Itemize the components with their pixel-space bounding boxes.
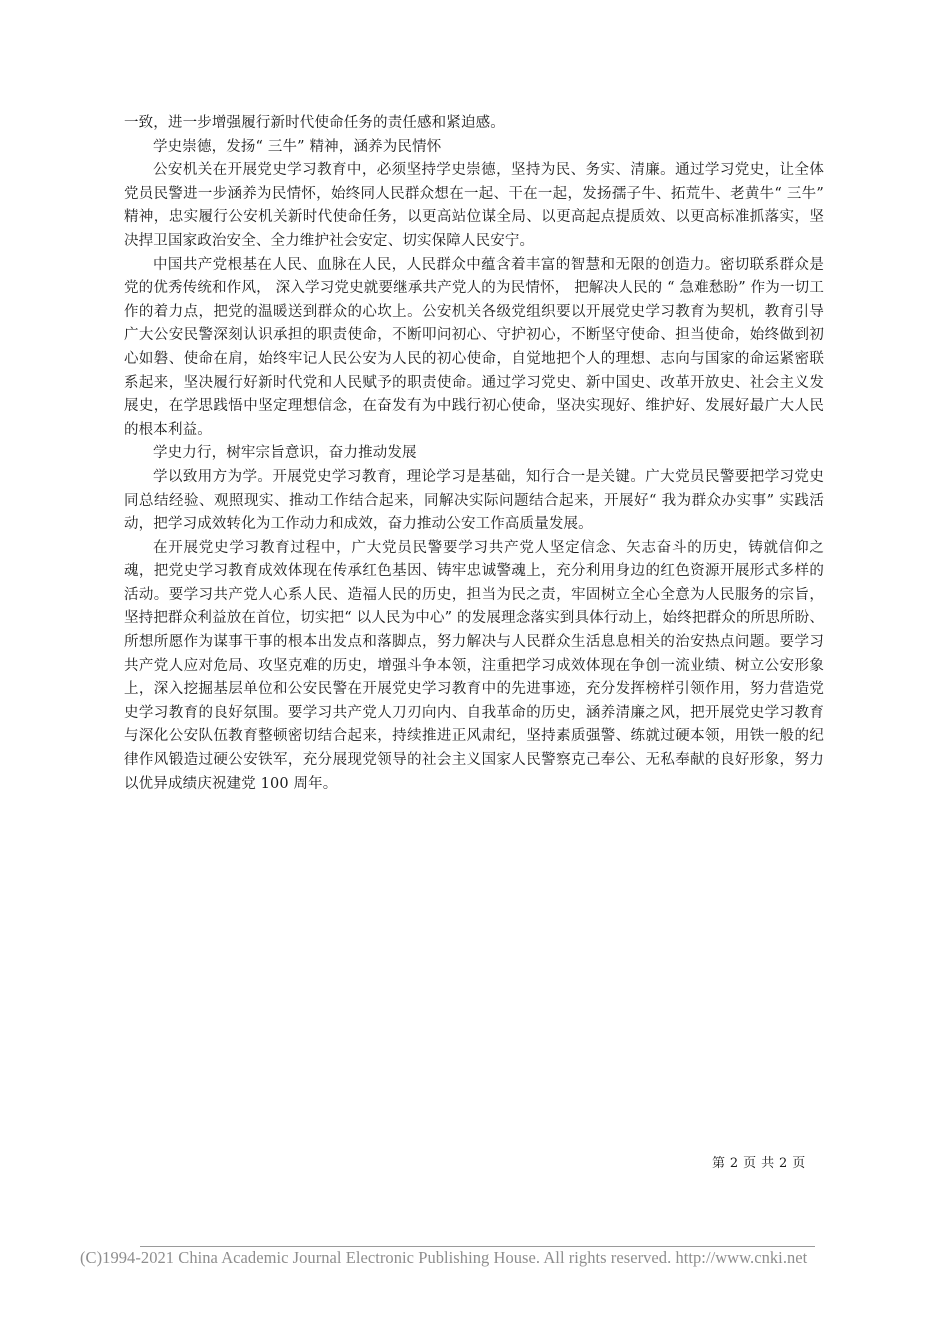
paragraph: 在开展党史学习教育过程中，广大党员民警要学习共产党人坚定信念、矢志奋斗的历史，铸就信仰之魂，把党史学习教育成效体现在传承红色基因、铸牢忠诚警魂上，充分利用身边的红色资源开展形式多样的活动。要学习共产党人心系人民、造福人民的历史，担当为民之责，牢固树立全心全意为人民服务的宗旨，坚持把群众利益放在首位，切实把“ 以人民为中心” 的发展理念落实到具体行动上，始终把群众的所思所盼、所想所愿作为谋事干事的根本出发点和落脚点，努力解决与人民群众生活息息相关的治安热点问题。要学习共产党人应对危局、攻坚克难的历史，增强斗争本领，注重把学习成效体现在争创一流业绩、树立公安形象上，深入挖掘基层单位和公安民警在开展党史学习教育中的先进事迹，充分发挥榜样引领作用，努力营造党史学习教育的良好氛围。要学习共产党人刀刃向内、自我革命的历史，涵养清廉之风，把开展党史学习教育与深化公安队伍教育整顿密切结合起来，持续推进正风肃纪，坚持素质强警、练就过硬本领，用铁一般的纪律作风锻造过硬公安铁军，充分展现党领导的社会主义国家人民警察克己奉公、无私奉献的良好形象，努力以优异成绩庆祝建党 100 周年。 xyxy=(124,539,824,792)
page-number: 第 2 页 共 2 页 xyxy=(712,1156,806,1171)
paragraph: 公安机关在开展党史学习教育中，必须坚持学史崇德，坚持为民、务实、清廉。通过学习党史，让全体党员民警进一步涵养为民情怀，始终同人民群众想在一起、干在一起，发扬孺子牛、拓荒牛、老黄牛“ 三牛” 精神，忠实履行公安机关新时代使命任务，以更高站位谋全局、以更高起点提质效、以更高标准抓落实，坚决捍卫国家政治安全、全力维护社会安定、切实保障人民安宁。 xyxy=(124,162,824,249)
section-heading-practice: 学史力行，树牢宗旨意识，奋力推动发展 xyxy=(153,445,417,462)
section-heading-virtue: 学史崇德，发扬“ 三牛” 精神，涵养为民情怀 xyxy=(153,138,442,155)
article-body xyxy=(124,112,824,796)
paragraph-continuation: 一致，进一步增强履行新时代使命任务的责任感和紧迫感。 xyxy=(124,115,505,131)
footer-divider xyxy=(140,1246,815,1247)
paragraph: 学以致用方为学。开展党史学习教育，理论学习是基础，知行合一是关键。广大党员民警要把学习党史同总结经验、观照现实、推动工作结合起来，同解决实际问题结合起来，开展好“ 我为群众办实事” 实践活动，把学习成效转化为工作动力和成效，奋力推动公安工作高质量发展。 xyxy=(124,468,824,533)
footer-copyright: (C)1994-2021 China Academic Journal Electronic Publishing House. All rights reserved. http://www.cnki.net xyxy=(80,1248,808,1267)
paragraph: 中国共产党根基在人民、血脉在人民，人民群众中蕴含着丰富的智慧和无限的创造力。密切联系群众是党的优秀传统和作风， 深入学习党史就要继承共产党人的为民情怀， 把解决人民的 “ 急难愁盼” 作为一切工作的着力点，把党的温暖送到群众的心坎上。公安机关各级党组织要以开展党史学习教育为契机，教育引导广大公安民警深刻认识承担的职责使命，不断叩问初心、守护初心，不断坚守使命、担当使命，始终做到初心如磐、使命在肩，始终牢记人民公安为人民的初心使命，自觉地把个人的理想、志向与国家的命运紧密联系起来，坚决履行好新时代党和人民赋予的职责使命。通过学习党史、新中国史、改革开放史、社会主义发展史，在学思践悟中坚定理想信念，在奋发有为中践行初心使命，坚决实现好、维护好、发展好最广大人民的根本利益。 xyxy=(124,256,824,438)
